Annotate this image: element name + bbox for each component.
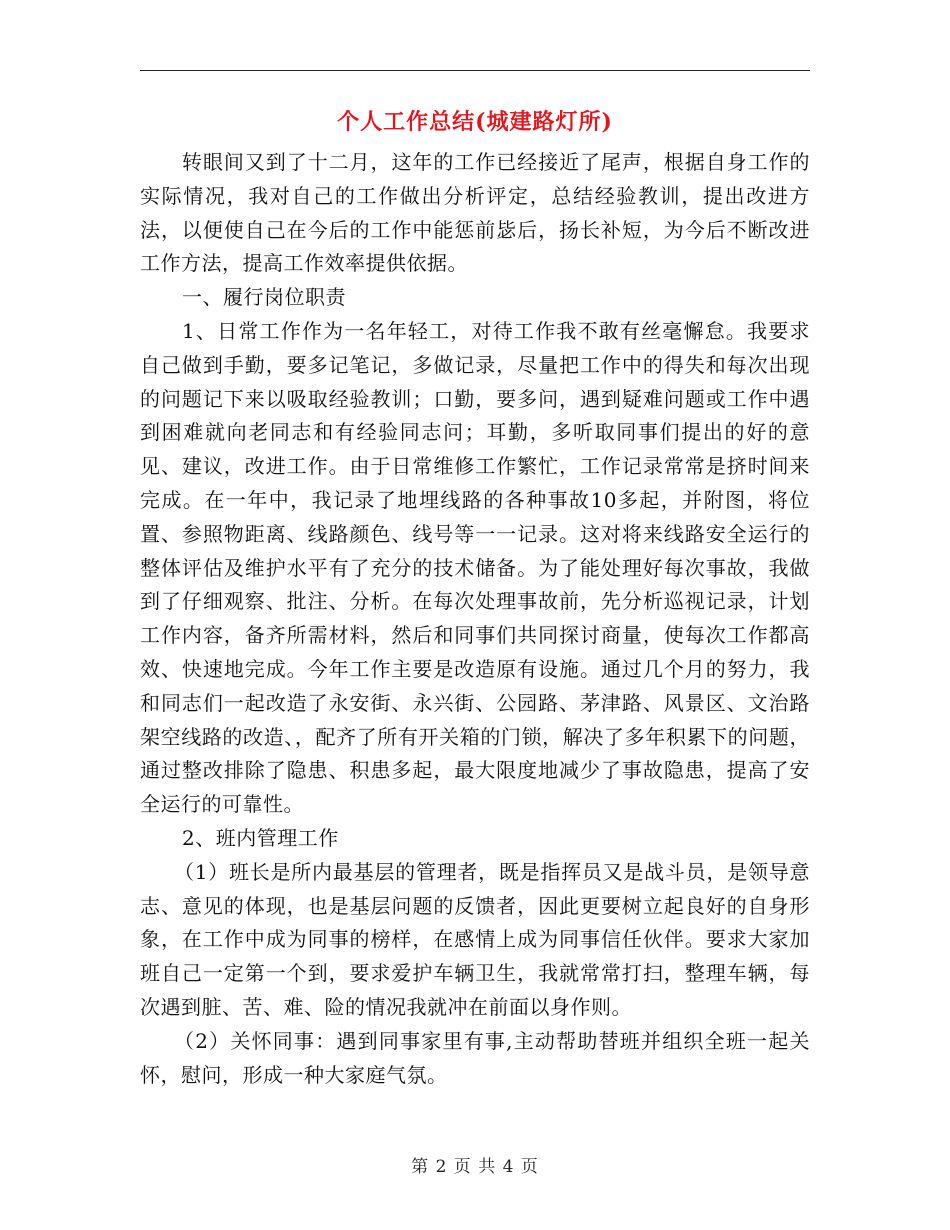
section-heading-team-management: 2、班内管理工作 xyxy=(182,825,339,850)
document-title: 个人工作总结(城建路灯所) xyxy=(337,109,613,135)
section-heading-duties: 一、履行岗位职责 xyxy=(182,285,346,310)
document-body xyxy=(140,146,810,1092)
page-number: 第 2 页 共 4 页 xyxy=(411,1157,539,1177)
paragraph-daily-work: 1、日常工作作为一名年轻工，对待工作我不敢有丝毫懈怠。我要求自己做到手勤，要多记笔记，多做记录，尽量把工作中的得失和每次出现的问题记下来以吸取经验教训；口勤，要多问，遇到疑难问题或工作中遇到困难就向老同志和有经验同志问；耳勤，多听取同事们提出的好的意见、建议，改进工作。由于日常维修工作繁忙，工作记录常常是挤时间来完成。在一年中，我记录了地埋线路的各种事故10多起，并附图，将位置、参照物距离、线路颜色、线号等一一记录。这对将来线路安全运行的整体评估及维护水平有了充分的技术储备。为了能处理好每次事故，我做到了仔细观察、批注、分析。在每次处理事故前，先分析巡视记录，计划工作内容，备齐所需材料，然后和同事们共同探讨商量，使每次工作都高效、快速地完成。今年工作主要是改造原有设施。通过几个月的努力，我和同志们一起改造了永安街、永兴街、公园路、茅津路、风景区、文治路架空线路的改造、，配齐了所有开关箱的门锁，解决了多年积累下的问题，通过整改排除了隐患、积患多起，最大限度地减少了事故隐患，提高了安全运行的可靠性。 xyxy=(140,318,810,817)
paragraph-care-colleagues: （2）关怀同事：遇到同事家里有事,主动帮助替班并组织全班一起关怀，慰问，形成一种大家庭气氛。 xyxy=(140,1028,810,1087)
paragraph-intro: 转眼间又到了十二月，这年的工作已经接近了尾声，根据自身工作的实际情况，我对自己的工作做出分析评定，总结经验教训，提出改进方法，以便使自己在今后的工作中能惩前毖后，扬长补短，为今后不断改进工作方法，提高工作效率提供依据。 xyxy=(140,150,810,276)
paragraph-team-leader: （1）班长是所内最基层的管理者，既是指挥员又是战斗员，是领导意志、意见的体现，也是基层问题的反馈者，因此更要树立起良好的自身形象，在工作中成为同事的榜样，在感情上成为同事信任伙伴。要求大家加班自己一定第一个到，要求爱护车辆卫生，我就常常打扫，整理车辆，每次遇到脏、苦、难、险的情况我就冲在前面以身作则。 xyxy=(140,859,810,1019)
header-rule xyxy=(140,70,810,71)
